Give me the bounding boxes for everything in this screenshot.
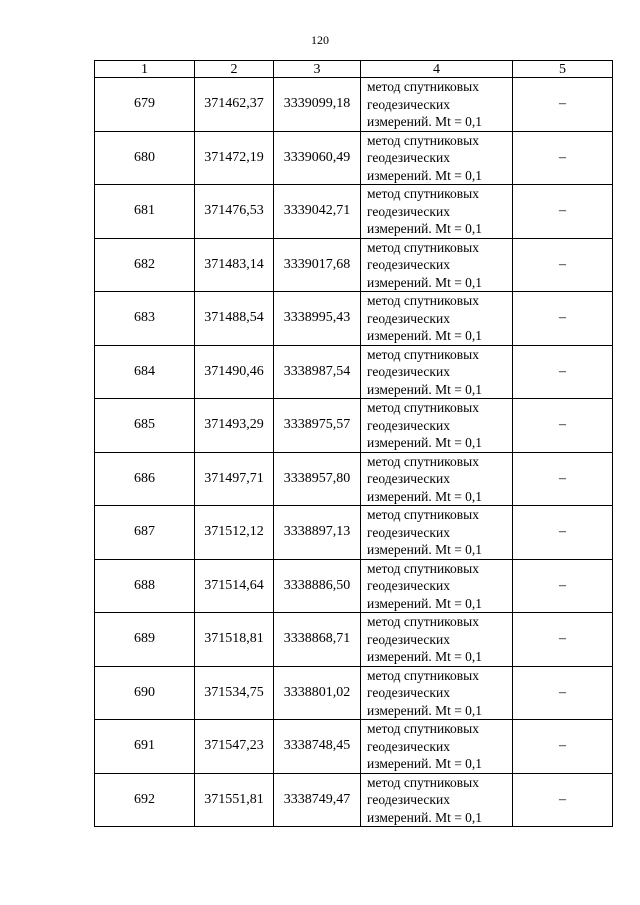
y-coordinate-cell: 3338897,13 [274, 506, 361, 560]
method-text-line: измерений. Mt = 0,1 [367, 649, 483, 664]
x-coordinate-cell: 371534,75 [195, 666, 274, 720]
coordinates-table [94, 60, 613, 827]
x-coordinate-cell: 371512,12 [195, 506, 274, 560]
method-cell [361, 666, 513, 720]
note-cell: – [513, 292, 613, 346]
method-text-line: измерений. Mt = 0,1 [367, 221, 483, 236]
y-coordinate-cell: 3338995,43 [274, 292, 361, 346]
table-row [95, 720, 613, 774]
method-text-line: геодезических [367, 578, 450, 593]
method-text-line: геодезических [367, 150, 450, 165]
method-text-line: метод спутниковых [367, 293, 479, 308]
method-cell [361, 720, 513, 774]
method-text-line: измерений. Mt = 0,1 [367, 167, 483, 183]
note-cell: – [513, 506, 613, 560]
method-text-line: геодезических [367, 364, 450, 379]
method-text-line: геодезических [367, 417, 450, 433]
method-text-line: геодезических [367, 738, 450, 754]
method-text-line: геодезических [367, 631, 450, 647]
method-text-line: измерений. Mt = 0,1 [367, 381, 483, 397]
point-number-cell: 691 [95, 720, 195, 774]
method-cell [361, 559, 513, 613]
table-row [95, 399, 613, 453]
y-coordinate-cell: 3339042,71 [274, 185, 361, 239]
point-number-cell: 685 [95, 399, 195, 453]
method-text-line: измерений. Mt = 0,1 [367, 756, 483, 771]
point-number-cell: 690 [95, 666, 195, 720]
method-text-line: измерений. Mt = 0,1 [367, 328, 483, 343]
method-cell [361, 185, 513, 239]
method-text-line: измерений. Mt = 0,1 [367, 809, 483, 825]
point-number-cell: 687 [95, 506, 195, 560]
method-text-line: измерений. Mt = 0,1 [367, 435, 483, 450]
method-text-line: метод спутниковых [367, 667, 479, 683]
header-col-3: 3 [274, 61, 361, 78]
method-text-line: геодезических [367, 792, 450, 807]
method-cell [361, 131, 513, 185]
table-row [95, 506, 613, 560]
header-col-5: 5 [513, 61, 613, 78]
note-cell: – [513, 559, 613, 613]
method-text-line: измерений. Mt = 0,1 [367, 702, 483, 718]
method-cell [361, 238, 513, 292]
method-text-line: метод спутниковых [367, 239, 479, 255]
method-cell [361, 452, 513, 506]
method-text-line: измерений. Mt = 0,1 [367, 114, 483, 129]
point-number-cell: 682 [95, 238, 195, 292]
note-cell: – [513, 131, 613, 185]
method-text-line: метод спутниковых [367, 453, 479, 469]
point-number-cell: 684 [95, 345, 195, 399]
y-coordinate-cell: 3338868,71 [274, 613, 361, 667]
note-cell: – [513, 720, 613, 774]
method-text-line: метод спутниковых [367, 507, 479, 522]
note-cell: – [513, 773, 613, 827]
y-coordinate-cell: 3338957,80 [274, 452, 361, 506]
method-text-line: метод спутниковых [367, 132, 479, 148]
method-text-line: измерений. Mt = 0,1 [367, 595, 483, 611]
point-number-cell: 689 [95, 613, 195, 667]
x-coordinate-cell: 371551,81 [195, 773, 274, 827]
point-number-cell: 686 [95, 452, 195, 506]
method-cell [361, 345, 513, 399]
table-row [95, 185, 613, 239]
note-cell: – [513, 666, 613, 720]
y-coordinate-cell: 3339099,18 [274, 78, 361, 132]
table-row [95, 131, 613, 185]
note-cell: – [513, 613, 613, 667]
y-coordinate-cell: 3338886,50 [274, 559, 361, 613]
method-text-line: метод спутниковых [367, 560, 479, 576]
method-cell [361, 613, 513, 667]
note-cell: – [513, 452, 613, 506]
method-text-line: метод спутниковых [367, 346, 479, 362]
x-coordinate-cell: 371497,71 [195, 452, 274, 506]
method-text-line: геодезических [367, 524, 450, 540]
note-cell: – [513, 78, 613, 132]
method-text-line: метод спутниковых [367, 774, 479, 790]
method-cell [361, 506, 513, 560]
table-row [95, 613, 613, 667]
y-coordinate-cell: 3338801,02 [274, 666, 361, 720]
method-text-line: измерений. Mt = 0,1 [367, 488, 483, 504]
point-number-cell: 688 [95, 559, 195, 613]
note-cell: – [513, 345, 613, 399]
method-text-line: геодезических [367, 257, 450, 272]
method-text-line: геодезических [367, 685, 450, 700]
table-row [95, 666, 613, 720]
table-row [95, 292, 613, 346]
note-cell: – [513, 399, 613, 453]
method-text-line: метод спутниковых [367, 400, 479, 415]
table-header-row [95, 61, 613, 78]
point-number-cell: 683 [95, 292, 195, 346]
header-col-1: 1 [95, 61, 195, 78]
method-text-line: измерений. Mt = 0,1 [367, 542, 483, 557]
method-text-line: геодезических [367, 471, 450, 486]
method-cell [361, 292, 513, 346]
method-text-line: метод спутниковых [367, 721, 479, 736]
method-text-line: метод спутниковых [367, 614, 479, 629]
table-row [95, 773, 613, 827]
page-number: 120 [311, 33, 329, 47]
x-coordinate-cell: 371488,54 [195, 292, 274, 346]
method-cell [361, 78, 513, 132]
x-coordinate-cell: 371514,64 [195, 559, 274, 613]
method-text-line: метод спутниковых [367, 186, 479, 201]
x-coordinate-cell: 371483,14 [195, 238, 274, 292]
header-col-2: 2 [195, 61, 274, 78]
x-coordinate-cell: 371490,46 [195, 345, 274, 399]
method-text-line: геодезических [367, 96, 450, 112]
method-cell [361, 773, 513, 827]
table-row [95, 559, 613, 613]
table-row [95, 345, 613, 399]
y-coordinate-cell: 3338975,57 [274, 399, 361, 453]
y-coordinate-cell: 3339060,49 [274, 131, 361, 185]
point-number-cell: 680 [95, 131, 195, 185]
note-cell: – [513, 185, 613, 239]
table-row [95, 238, 613, 292]
x-coordinate-cell: 371493,29 [195, 399, 274, 453]
method-cell [361, 399, 513, 453]
point-number-cell: 681 [95, 185, 195, 239]
x-coordinate-cell: 371462,37 [195, 78, 274, 132]
method-text-line: геодезических [367, 203, 450, 219]
point-number-cell: 692 [95, 773, 195, 827]
method-text-line: метод спутниковых [367, 79, 479, 94]
x-coordinate-cell: 371547,23 [195, 720, 274, 774]
note-cell: – [513, 238, 613, 292]
method-text-line: измерений. Mt = 0,1 [367, 274, 483, 290]
point-number-cell: 679 [95, 78, 195, 132]
y-coordinate-cell: 3339017,68 [274, 238, 361, 292]
y-coordinate-cell: 3338748,45 [274, 720, 361, 774]
table-row [95, 452, 613, 506]
x-coordinate-cell: 371476,53 [195, 185, 274, 239]
table-row [95, 78, 613, 132]
x-coordinate-cell: 371518,81 [195, 613, 274, 667]
y-coordinate-cell: 3338749,47 [274, 773, 361, 827]
header-col-4: 4 [361, 61, 513, 78]
y-coordinate-cell: 3338987,54 [274, 345, 361, 399]
x-coordinate-cell: 371472,19 [195, 131, 274, 185]
method-text-line: геодезических [367, 310, 450, 326]
